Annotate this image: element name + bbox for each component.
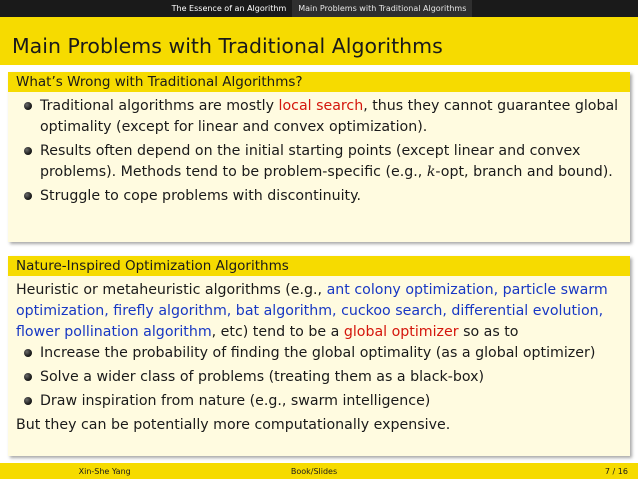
item-text: Results often depend on the initial starting points (except linear and convex problems). Methods tend to be problem-specific (e.g., bbox=[40, 143, 581, 180]
intro-text: so as to bbox=[458, 324, 519, 340]
block-header-nature-inspired: Nature-Inspired Optimization Algorithms bbox=[8, 256, 630, 276]
math-k: k bbox=[426, 164, 436, 180]
local-search-highlight: local search bbox=[278, 98, 364, 114]
bullet-icon bbox=[24, 147, 32, 155]
section-navigation-bar bbox=[0, 0, 638, 17]
list-item bbox=[40, 96, 622, 138]
benefit-list bbox=[16, 343, 622, 412]
item-text: Struggle to cope problems with discontinuity. bbox=[40, 188, 361, 204]
block-header-whats-wrong: What’s Wrong with Traditional Algorithms? bbox=[8, 72, 630, 92]
footer-source: Book/Slides bbox=[290, 466, 338, 476]
nav-section-essence[interactable]: The Essence of an Algorithm bbox=[171, 4, 287, 13]
item-text: , thus they cannot guarantee global optimality (except for linear and convex optimization). bbox=[40, 98, 619, 135]
bullet-icon bbox=[24, 192, 32, 200]
intro-text: , etc) tend to be a bbox=[211, 324, 344, 340]
item-text: Traditional algorithms are mostly bbox=[40, 98, 279, 114]
slide-title: Main Problems with Traditional Algorithms bbox=[12, 34, 443, 58]
block-nature-inspired bbox=[8, 256, 630, 456]
item-text: -opt, branch and bound). bbox=[435, 164, 613, 180]
algorithm-names-highlight: ant colony optimization, particle swarm optimization, firefly algorithm, bat algorithm, cuckoo search, differential evolution, flower pollination algorithm bbox=[16, 282, 608, 340]
global-optimizer-highlight: global optimizer bbox=[343, 324, 459, 340]
bullet-icon bbox=[24, 349, 32, 357]
block-whats-wrong bbox=[8, 72, 630, 242]
list-item bbox=[40, 391, 622, 412]
item-text: Increase the probability of finding the global optimality (as a global optimizer) bbox=[40, 345, 596, 361]
footer-page-number: 7 / 16 bbox=[604, 466, 628, 476]
bullet-icon bbox=[24, 397, 32, 405]
bullet-icon bbox=[24, 102, 32, 110]
list-item bbox=[40, 141, 622, 183]
block-body-nature-inspired bbox=[8, 276, 630, 436]
block-body-whats-wrong bbox=[8, 92, 630, 207]
outro-text: But they can be potentially more computationally expensive. bbox=[16, 417, 451, 433]
footer-author: Xin-She Yang bbox=[78, 466, 131, 476]
title-bar bbox=[0, 17, 638, 65]
intro-paragraph bbox=[16, 280, 622, 343]
list-item bbox=[40, 343, 622, 364]
bullet-icon bbox=[24, 373, 32, 381]
list-item bbox=[40, 367, 622, 388]
intro-text: Heuristic or metaheuristic algorithms (e.g., bbox=[16, 282, 327, 298]
nav-section-main-problems[interactable]: Main Problems with Traditional Algorithms bbox=[292, 0, 472, 17]
list-item bbox=[40, 186, 622, 207]
item-text: Draw inspiration from nature (e.g., swarm intelligence) bbox=[40, 393, 431, 409]
footer-bar bbox=[0, 463, 638, 479]
problem-list bbox=[16, 96, 622, 207]
item-text: Solve a wider class of problems (treating them as a black-box) bbox=[40, 369, 485, 385]
